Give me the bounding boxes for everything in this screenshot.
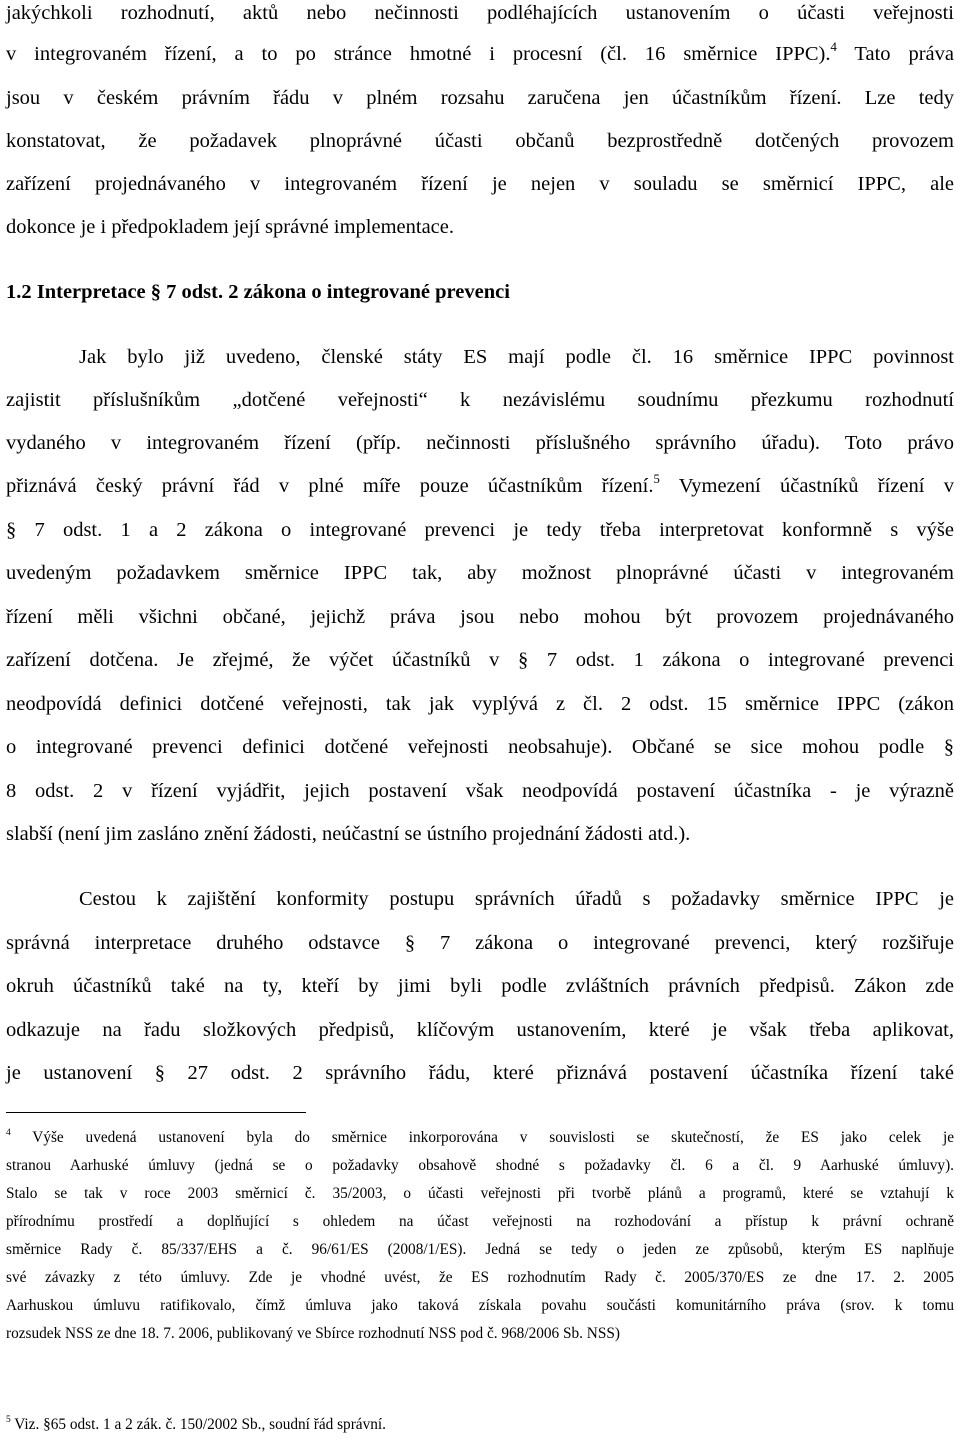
footnote-line: Aarhuskou úmluvu ratifikovalo, čímž úmluva jako taková získala povahu součásti komunitárního práva (srov. k tomu — [6, 1297, 954, 1314]
footnote-line: směrnice Rady č. 85/337/EHS a č. 96/61/ES (2008/1/ES). Jedná se tedy o jeden ze způsobů, kterým ES naplňuje — [6, 1241, 954, 1258]
body-line: správná interpretace druhého odstavce § 7 zákona o integrované prevenci, který rozšiřuje — [6, 932, 954, 954]
footnote-number-4: 4 — [6, 1128, 11, 1139]
footnote-line: Stalo se tak v roce 2003 směrnicí č. 35/2003, o účasti veřejnosti při tvorbě plánů a programů, které se vztahují k — [6, 1185, 954, 1202]
body-line: o integrované prevenci definici dotčené veřejnosti neobsahuje). Občané se sice mohou podle § — [6, 736, 954, 758]
body-line: zajistit příslušníkům „dotčené veřejnosti“ k nezávislému soudnímu přezkumu rozhodnutí — [6, 389, 954, 411]
body-line: zařízení projednávaného v integrovaném řízení je nejen v souladu se směrnicí IPPC, ale — [6, 173, 954, 195]
body-line: Cestou k zajištění konformity postupu správních úřadů s požadavky směrnice IPPC je — [79, 888, 954, 910]
footnote-ref-5[interactable]: 5 — [653, 471, 660, 486]
body-line: zařízení dotčena. Je zřejmé, že výčet účastníků v § 7 odst. 1 zákona o integrované prevenci — [6, 649, 954, 671]
section-heading: 1.2 Interpretace § 7 odst. 2 zákona o integrované prevenci — [6, 281, 510, 303]
body-line: je ustanovení § 27 odst. 2 správního řádu, které přiznává postavení účastníka řízení také — [6, 1062, 954, 1084]
body-line: odkazuje na řadu složkových předpisů, klíčovým ustanovením, které je však třeba aplikovat, — [6, 1019, 954, 1041]
footnote-separator — [6, 1112, 306, 1113]
footnote-line: stranou Aarhuské úmluvy (jedná se o požadavky obsahově shodné s požadavky čl. 6 a čl. 9 Aarhuské úmluvy). — [6, 1157, 954, 1174]
body-line: neodpovídá definici dotčené veřejnosti, tak jak vyplývá z čl. 2 odst. 15 směrnice IPPC (zákon — [6, 693, 954, 715]
footnote-line: své závazky z této úmluvy. Zde je vhodné uvést, že ES rozhodnutím Rady č. 2005/370/ES ze dne 17. 2. 2005 — [6, 1269, 954, 1286]
body-line: Jak bylo již uvedeno, členské státy ES mají podle čl. 16 směrnice IPPC povinnost — [79, 346, 954, 368]
body-line: jakýchkoli rozhodnutí, aktů nebo nečinnosti podléhajících ustanovením o účasti veřejnosti — [6, 2, 954, 24]
body-line: řízení měli všichni občané, jejichž práva jsou nebo mohou být provozem projednávaného — [6, 606, 954, 628]
footnote-line: přírodnímu prostředí a doplňující s ohledem na účast veřejnosti na rozhodování a přístup k právní ochraně — [6, 1213, 954, 1230]
body-line: přiznává český právní řád v plné míře pouze účastníkům řízení.$^5$ Vymezení účastníků řízení v — [6, 471, 954, 497]
footnote-line: rozsudek NSS ze dne 18. 7. 2006, publikovaný ve Sbírce rozhodnutí NSS pod č. 968/2006 Sb. NSS) — [6, 1325, 620, 1342]
body-line: v integrovaném řízení, a to po stránce hmotné i procesní (čl. 16 směrnice IPPC).$^4$ Tato práva — [6, 39, 954, 65]
body-line: okruh účastníků také na ty, kteří by jimi byli podle zvláštních právních předpisů. Zákon zde — [6, 975, 954, 997]
body-line: slabší (není jim zasláno znění žádosti, neúčastní se ústního projednání žádosti atd.). — [6, 823, 691, 845]
footnote-ref-4[interactable]: 4 — [830, 39, 837, 54]
footnote-line: $^5$ Viz. §65 odst. 1 a 2 zák. č. 150/2002 Sb., soudní řád správní. — [6, 1415, 386, 1433]
body-line: jsou v českém právním řádu v plném rozsahu zaručena jen účastníkům řízení. Lze tedy — [6, 87, 954, 109]
body-line: dokonce je i předpokladem její správné implementace. — [6, 216, 454, 238]
body-line: uvedeným požadavkem směrnice IPPC tak, aby možnost plnoprávné účasti v integrovaném — [6, 562, 954, 584]
body-line: konstatovat, že požadavek plnoprávné účasti občanů bezprostředně dotčených provozem — [6, 130, 954, 152]
body-line: vydaného v integrovaném řízení (příp. nečinnosti příslušného správního úřadu). Toto právo — [6, 432, 954, 454]
body-line: 8 odst. 2 v řízení vyjádřit, jejich postavení však neodpovídá postavení účastníka - je výrazně — [6, 780, 954, 802]
body-line: § 7 odst. 1 a 2 zákona o integrované prevenci je tedy třeba interpretovat konformně s výše — [6, 519, 954, 541]
footnote-line: $^4$ Výše uvedená ustanovení byla do směrnice inkorporována v souvislosti se skutečností, že ES jako celek je — [6, 1128, 954, 1146]
footnote-number-5: 5 — [6, 1415, 11, 1426]
